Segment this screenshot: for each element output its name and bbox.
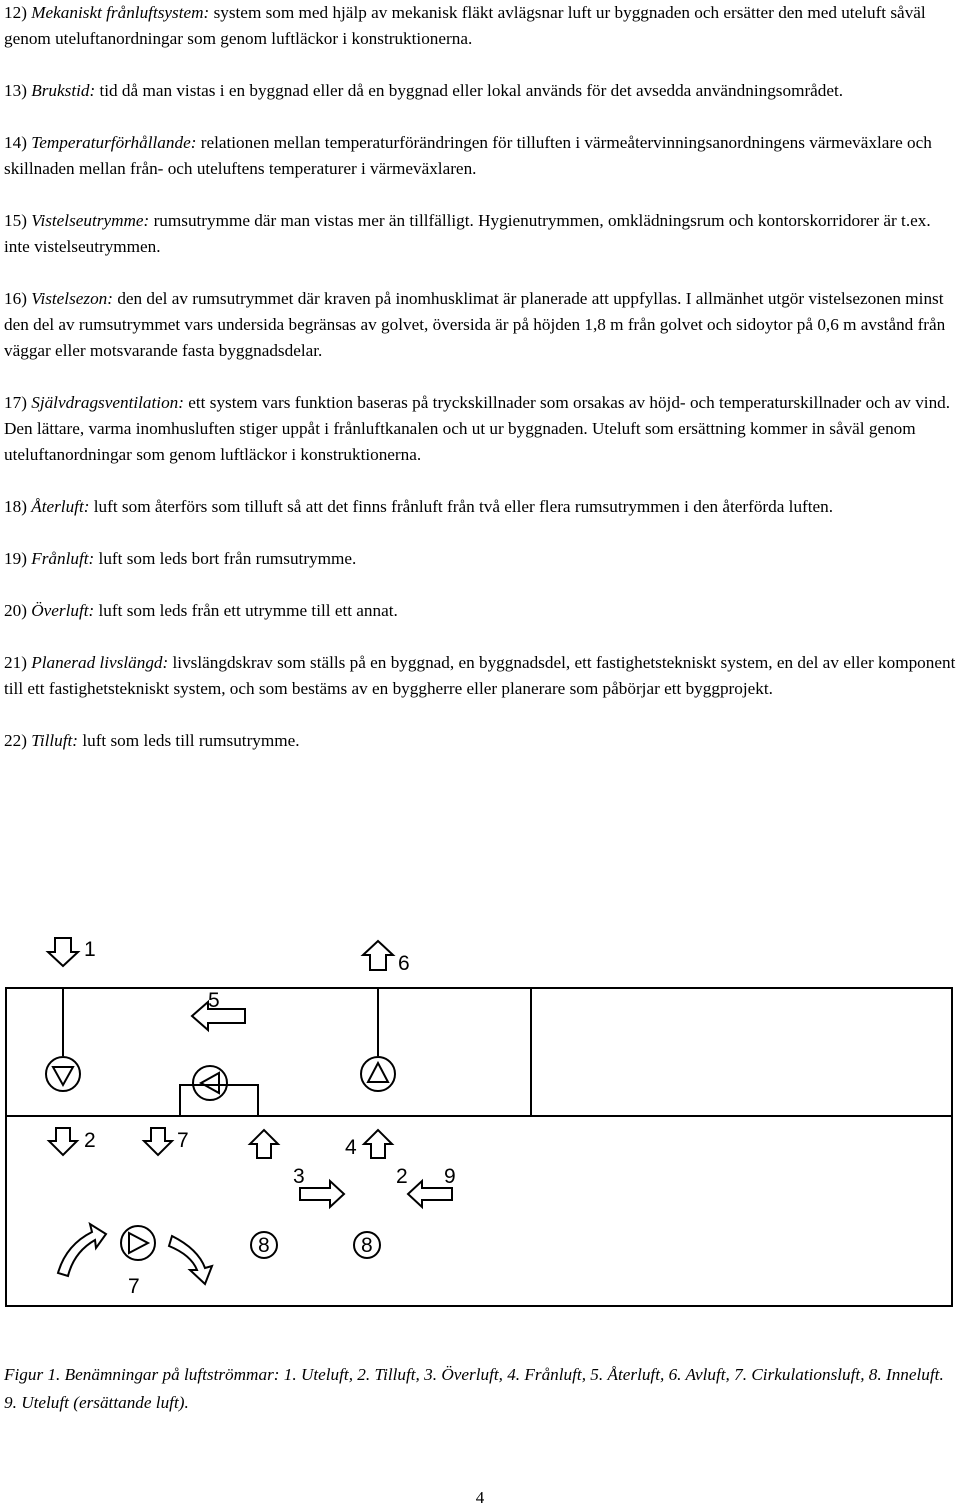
definition-term: Vistelseutrymme:	[31, 211, 150, 230]
fan-direction-icon	[129, 1233, 148, 1253]
label-8: 8	[258, 1234, 270, 1257]
definition-term: Tilluft:	[31, 731, 79, 750]
definition-text: den del av rumsutrymmet där kraven på inomhusklimat är planerade att uppfyllas. I allmänhet utgör vistelsezonen minst den del av rumsutrymmet vars undersida begränsas av golvet, översida är på höjden 1,8 m från golvet och sidoytor på 0,6 m avstånd från väggar eller motsvarande fasta byggnadsdelar.	[4, 289, 946, 360]
definition-number: 19)	[4, 549, 27, 568]
definition-number: 17)	[4, 393, 27, 412]
fan-direction-icon	[201, 1073, 219, 1093]
label-7-second: 7	[128, 1275, 140, 1298]
definition-number: 18)	[4, 497, 27, 516]
definition-text: tid då man vistas i en byggnad eller då en byggnad eller lokal används för det avsedda användningsområdet.	[99, 81, 844, 100]
label-1: 1	[84, 938, 96, 961]
arrow-up-icon	[250, 1130, 278, 1158]
definition-number: 16)	[4, 289, 27, 308]
definition-term: Överluft:	[31, 601, 95, 620]
definition-text: ett system vars funktion baseras på tryckskillnader som orsakas av höjd- och temperaturskillnader och av vind. Den lättare, varma inomhusluften stiger uppåt i frånluftkanalen och ut ur byggnaden. Uteluft som ersättning kommer in såväl genom uteluftanordningar som genom luftläckor i konstruktionerna.	[4, 393, 951, 464]
definition-15	[4, 208, 958, 260]
definition-number: 20)	[4, 601, 27, 620]
definition-21	[4, 650, 958, 702]
definition-number: 13)	[4, 81, 27, 100]
label-2-second: 2	[396, 1165, 408, 1188]
building-outline	[6, 988, 952, 1306]
curved-arrow-icon	[169, 1236, 212, 1284]
definition-text: system som med hjälp av mekanisk fläkt avlägsnar luft ur byggnaden och ersätter den med uteluft såväl genom uteluftanordningar som genom luftläckor i konstruktionerna.	[4, 3, 926, 48]
arrow-down-icon	[49, 1128, 77, 1155]
arrow-up-icon	[364, 1130, 392, 1158]
definition-term: Temperaturförhållande:	[31, 133, 197, 152]
definition-term: Mekaniskt frånluftsystem:	[31, 3, 210, 22]
definition-term: Självdragsventilation:	[31, 393, 184, 412]
definition-20	[4, 598, 958, 624]
label-3: 3	[293, 1165, 305, 1188]
figure-caption: Figur 1. Benämningar på luftströmmar: 1. Uteluft, 2. Tilluft, 3. Överluft, 4. Frånluft, 5. Återluft, 6. Avluft, 7. Cirkulationsluft, 8. Inneluft. 9. Uteluft (ersättande luft).	[4, 1365, 944, 1412]
airflow-diagram	[0, 924, 960, 1344]
definition-22	[4, 728, 958, 754]
arrow-down-icon	[48, 938, 78, 966]
label-2: 2	[84, 1129, 96, 1152]
definition-number: 21)	[4, 653, 27, 672]
definitions-list	[4, 0, 958, 754]
arrow-up-icon	[363, 941, 393, 970]
definition-text: rumsutrymme där man vistas mer än tillfälligt. Hygienutrymmen, omklädningsrum och kontorskorridorer är t.ex. inte vistelseutrymmen.	[4, 211, 931, 256]
return-fan-icon	[193, 1066, 227, 1100]
definition-18	[4, 494, 958, 520]
label-4: 4	[345, 1136, 357, 1159]
definition-text: luft som leds från ett utrymme till ett annat.	[98, 601, 398, 620]
page-number: 4	[475, 1488, 485, 1507]
definition-number: 12)	[4, 3, 27, 22]
definition-17	[4, 390, 958, 468]
label-5: 5	[208, 989, 220, 1012]
label-9: 9	[444, 1165, 456, 1188]
fan-direction-icon	[368, 1063, 388, 1082]
arrow-down-icon	[144, 1128, 172, 1155]
definition-term: Vistelsezon:	[31, 289, 114, 308]
label-8-second: 8	[361, 1234, 373, 1257]
definition-text: relationen mellan temperaturförändringen för tilluften i värmeåtervinningsanordningens värmeväxlare och skillnaden mellan från- och uteluftens temperaturer i värmeväxlaren.	[4, 133, 932, 178]
definition-term: Frånluft:	[31, 549, 95, 568]
definition-19	[4, 546, 958, 572]
label-6: 6	[398, 952, 410, 975]
fan-direction-icon	[53, 1067, 73, 1085]
definition-number: 22)	[4, 731, 27, 750]
definition-12	[4, 0, 958, 52]
definition-text: livslängdskrav som ställs på en byggnad, en byggnadsdel, ett fastighetstekniskt system, en del av eller komponent till ett fastighetstekniskt system, och som bestäms av en byggherre eller planerare som påbörjar ett byggprojekt.	[4, 653, 956, 698]
definition-number: 15)	[4, 211, 27, 230]
definition-13	[4, 78, 958, 104]
curved-arrow-icon	[58, 1224, 106, 1276]
definition-text: luft som leds till rumsutrymme.	[82, 731, 300, 750]
arrow-right-icon	[300, 1181, 344, 1207]
definition-text: luft som återförs som tilluft så att det finns frånluft från två eller flera rumsutrymmen i den återförda luften.	[93, 497, 834, 516]
definition-number: 14)	[4, 133, 27, 152]
definition-term: Återluft:	[31, 497, 90, 516]
definition-16	[4, 286, 958, 364]
definition-text: luft som leds bort från rumsutrymme.	[98, 549, 357, 568]
definition-14	[4, 130, 958, 182]
definition-term: Planerad livslängd:	[31, 653, 169, 672]
label-7: 7	[177, 1129, 189, 1152]
definition-term: Brukstid:	[31, 81, 96, 100]
